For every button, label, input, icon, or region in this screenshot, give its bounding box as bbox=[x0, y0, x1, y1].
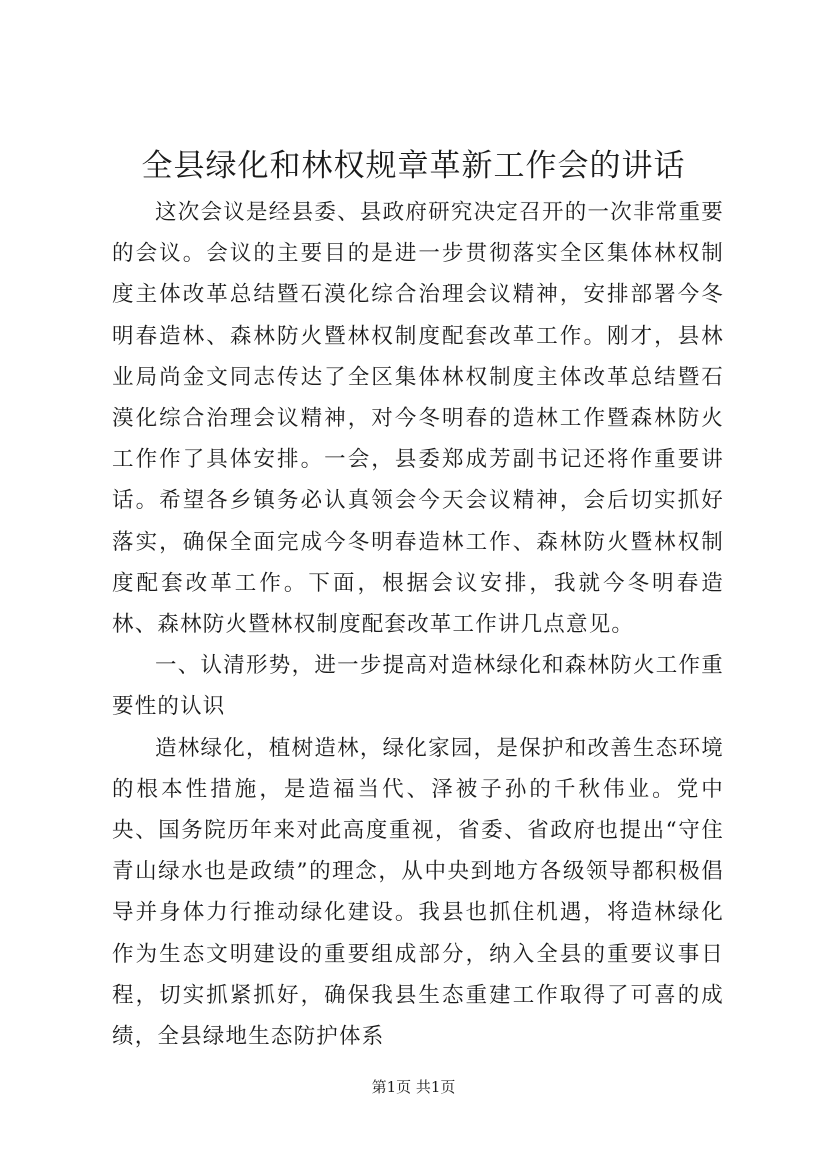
paragraph-intro: 这次会议是经县委、县政府研究决定召开的一次非常重要的会议。会议的主要目的是进一步贯彻落实全区集体林权制度主体改革总结暨石漠化综合治理会议精神，安排部署今冬明春造林、森林防火暨林权制度配套改革工作。刚才，县林业局尚金文同志传达了全区集体林权制度主体改革总结暨石漠化综合治理会议精神，对今冬明春的造林工作暨森林防火工作作了具体安排。一会，县委郑成芳副书记还将作重要讲话。希望各乡镇务必认真领会今天会议精神，会后切实抓好落实，确保全面完成今冬明春造林工作、森林防火暨林权制度配套改革工作。下面，根据会议安排，我就今冬明春造林、森林防火暨林权制度配套改革工作讲几点意见。 bbox=[112, 200, 724, 638]
document-title: 全县绿化和林权规章革新工作会的讲话 bbox=[141, 148, 686, 184]
page-footer: 第1页 共1页 bbox=[371, 1078, 456, 1096]
section-heading-1: 一、认清形势，进一步提高对造林绿化和森林防火工作重要性的认识 bbox=[112, 653, 724, 720]
paragraph-afforestation: 造林绿化，植树造林，绿化家园，是保护和改善生态环境的根本性措施，是造福当代、泽被子孙的千秋伟业。党中央、国务院历年来对此高度重视，省委、省政府也提出“守住青山绿水也是政绩”的理念，从中央到地方各级领导都积极倡导并身体力行推动绿化建设。我县也抓住机遇，将造林绿化作为生态文明建设的重要组成部分，纳入全县的重要议事日程，切实抓紧抓好，确保我县生态重建工作取得了可喜的成绩，全县绿地生态防护体系 bbox=[112, 735, 724, 1050]
document-body bbox=[112, 192, 724, 1057]
